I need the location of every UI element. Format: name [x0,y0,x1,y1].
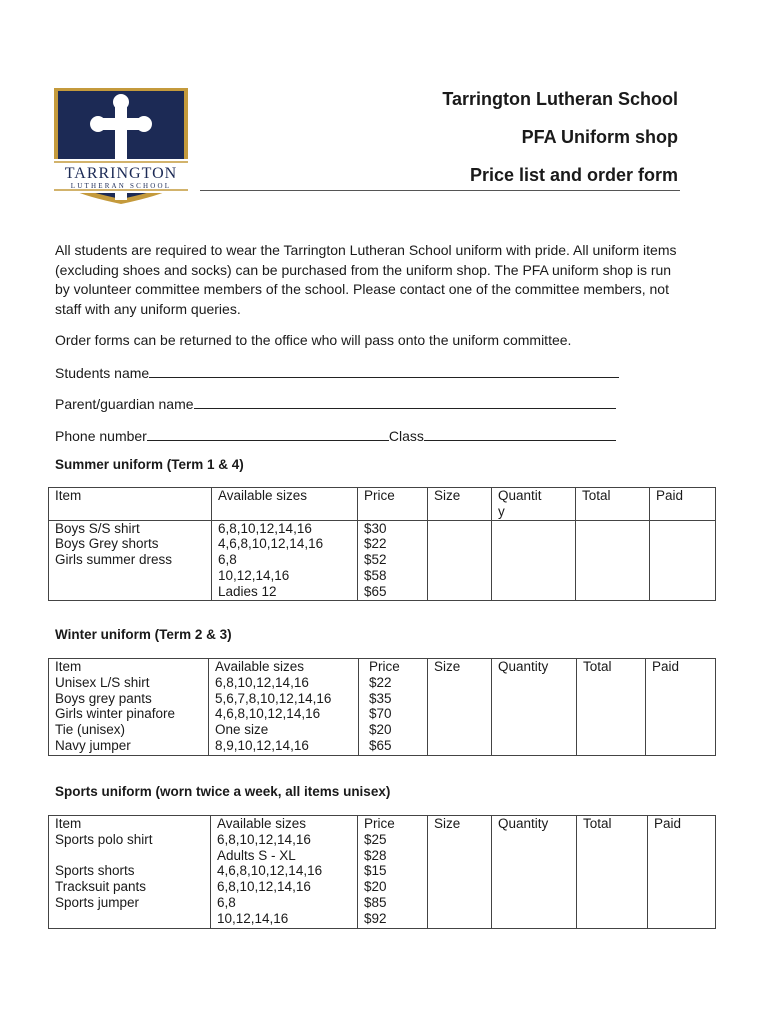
list-item: Unisex L/S shirt [55,674,150,690]
student-name-label: Students name [55,365,150,381]
size-entry-cell[interactable] [428,520,492,600]
col-size: Size [434,816,461,831]
return-note: Order forms can be returned to the office who will pass onto the uniform committee. [55,332,572,348]
list-item: Navy jumper [55,737,131,753]
sizes-cell [209,659,359,754]
list-item: 8,9,10,12,14,16 [215,737,309,753]
quantity-entry-cell[interactable] [492,816,577,927]
list-item: Boys grey pants [55,690,152,706]
list-item: 10,12,14,16 [217,910,289,926]
col-price: Price [358,488,428,521]
col-paid: Paid [652,659,680,674]
logo-subtitle: LUTHERAN SCHOOL [70,182,172,190]
col-quantity: Quantity [498,816,549,831]
list-item: $28 [364,847,387,863]
phone-class-field[interactable] [55,426,616,444]
list-item: $20 [364,879,387,895]
list-item: Adults S - XL [217,847,296,863]
list-item: $52 [364,552,387,568]
size-entry-cell[interactable] [428,816,492,927]
col-quantity-line2: y [498,503,505,519]
col-total: Total [576,488,650,521]
parent-name-line[interactable] [194,394,616,409]
list-item: Girls summer dress [55,552,173,568]
summer-section-title: Summer uniform (Term 1 & 4) [55,457,244,472]
col-quantity [492,488,576,521]
list-item: 6,8 [218,552,237,568]
sports-table [48,815,716,929]
col-sizes: Available sizes [212,488,358,521]
list-item: $58 [364,567,387,583]
list-item: $70 [369,706,392,722]
list-item: One size [215,722,269,738]
table-header-row [49,488,716,521]
list-item: $92 [364,910,387,926]
list-item: 6,8,10,12,14,16 [217,879,311,895]
school-crest-logo [52,86,190,206]
list-item: $22 [364,536,387,552]
total-entry-cell[interactable] [577,659,646,754]
sizes-cell [211,816,358,927]
list-item: Boys Grey shorts [55,536,159,552]
list-item: 4,6,8,10,12,14,16 [217,863,323,879]
list-item [55,848,204,864]
quantity-entry-cell[interactable] [492,520,576,600]
quantity-entry-cell[interactable] [492,659,577,754]
list-item: Tie (unisex) [55,722,126,738]
list-item: Sports polo shirt [55,831,153,847]
logo-name: TARRINGTON [64,165,178,182]
col-size: Size [434,659,461,674]
col-price: Price [364,816,395,831]
list-item: 6,8 [217,894,236,910]
list-item: 4,6,8,10,12,14,16 [218,536,324,552]
phone-label: Phone number [55,428,147,444]
col-total: Total [583,816,612,831]
items-cell [49,520,212,600]
sports-section-title: Sports uniform (worn twice a week, all items unisex) [55,784,391,799]
col-quantity-line1: Quantit [498,488,542,503]
list-item: Girls winter pinafore [55,706,176,722]
student-name-line[interactable] [149,363,619,378]
intro-paragraph: All students are required to wear the Tarrington Lutheran School uniform with pride. All uniform items (excluding shoes and socks) can be purchased from the uniform shop. The PFA uniform shop is run by volunteer committee members of the school. Please contact one of the committee members, not staff with any uniform queries. [55,242,677,317]
prices-cell [358,520,428,600]
list-item: $35 [369,690,392,706]
col-price: Price [369,659,400,674]
form-title: Price list and order form [469,165,678,185]
paid-entry-cell[interactable] [650,520,716,600]
list-item: 4,6,8,10,12,14,16 [215,706,321,722]
col-paid: Paid [650,488,716,521]
parent-name-label: Parent/guardian name [55,396,194,412]
items-cell [49,659,209,754]
col-total: Total [583,659,612,674]
prices-cell [359,659,428,754]
shop-title: PFA Uniform shop [521,127,678,147]
col-item: Item [55,659,82,674]
list-item: 5,6,7,8,10,12,14,16 [215,690,332,706]
table-row [49,520,716,600]
col-item: Item [55,816,82,831]
class-label: Class [388,428,424,444]
size-entry-cell[interactable] [428,659,492,754]
list-item: 10,12,14,16 [218,567,290,583]
list-item: Boys S/S shirt [55,520,140,536]
list-item: 6,8,10,12,14,16 [215,674,309,690]
list-item: 6,8,10,12,14,16 [218,520,312,536]
list-item: $30 [364,520,387,536]
table-bottom [49,754,716,756]
list-item: $85 [364,894,387,910]
school-title: Tarrington Lutheran School [442,89,678,109]
list-item: $65 [364,583,387,599]
col-quantity: Quantity [498,659,549,674]
table-header-row [49,816,716,927]
total-entry-cell[interactable] [576,520,650,600]
list-item [55,911,204,927]
paid-entry-cell[interactable] [646,659,716,754]
prices-cell [358,816,428,927]
header-divider [200,190,680,191]
winter-table [48,658,716,756]
list-item: $25 [364,831,387,847]
class-line[interactable] [424,426,616,441]
paid-entry-cell[interactable] [648,816,716,927]
col-size: Size [428,488,492,521]
col-sizes: Available sizes [217,816,307,831]
list-item: Tracksuit pants [55,879,147,895]
list-item: $22 [369,674,392,690]
list-item: $15 [364,863,387,879]
parent-name-field[interactable] [55,394,616,412]
list-item: $20 [369,722,392,738]
student-name-field[interactable] [55,363,619,381]
list-item: 6,8,10,12,14,16 [217,831,311,847]
phone-line[interactable] [147,426,389,441]
summer-table [48,487,716,601]
list-item: Sports jumper [55,894,140,910]
col-item: Item [49,488,212,521]
table-header-row [49,659,716,754]
sizes-cell [212,520,358,600]
col-paid: Paid [654,816,682,831]
list-item: $65 [369,737,392,753]
total-entry-cell[interactable] [577,816,648,927]
list-item: Ladies 12 [218,583,277,599]
col-sizes: Available sizes [215,659,305,674]
list-item: Sports shorts [55,863,135,879]
table-bottom [49,927,716,929]
items-cell [49,816,211,927]
winter-section-title: Winter uniform (Term 2 & 3) [55,627,232,642]
